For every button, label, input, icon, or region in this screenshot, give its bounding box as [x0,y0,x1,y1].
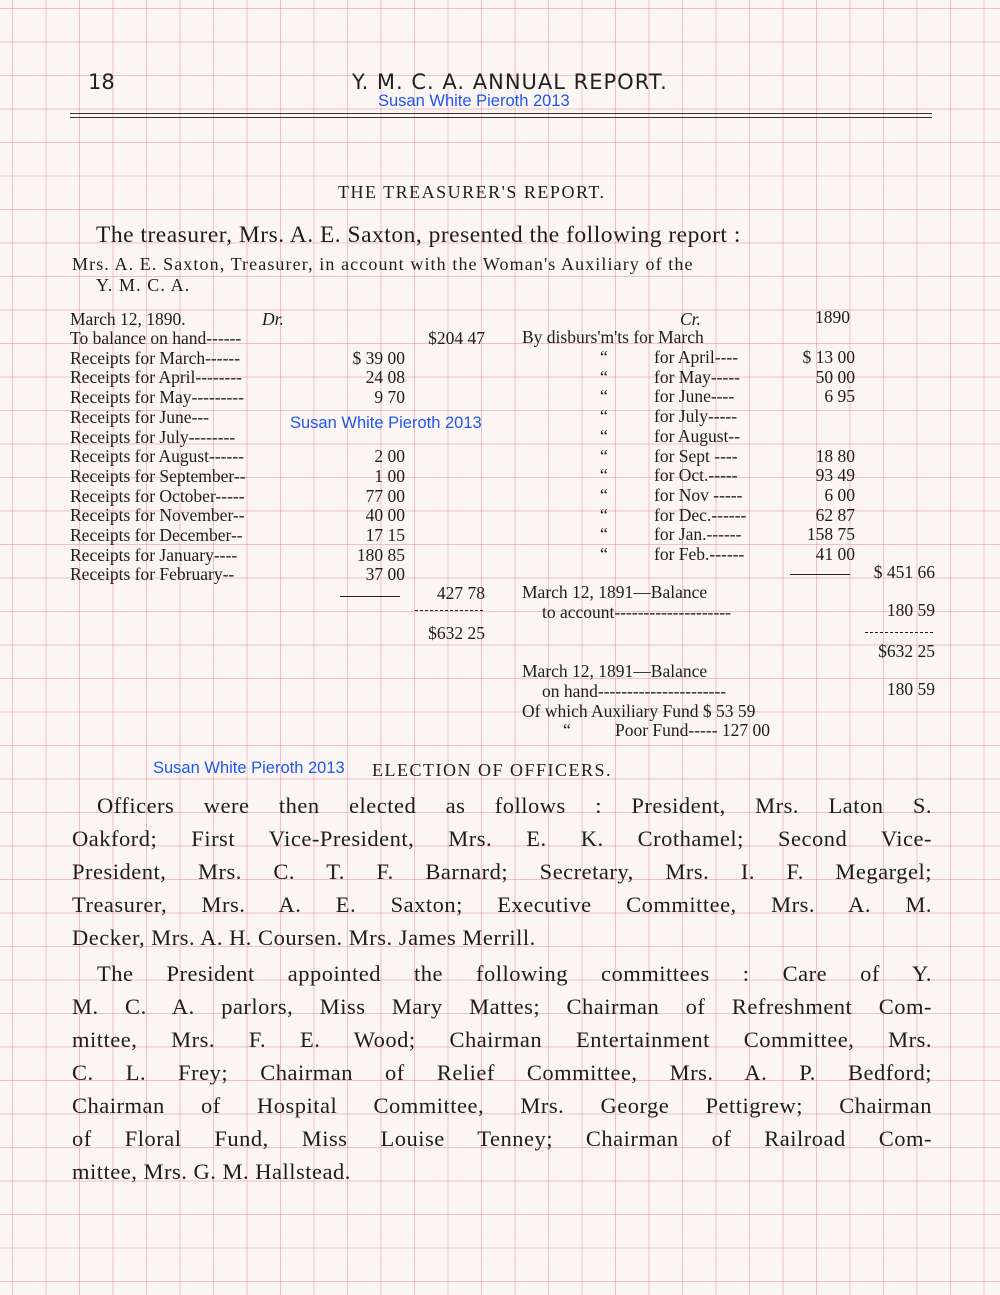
credit-row-label: for Jan.------ [654,524,742,545]
running-title: Y. M. C. A. ANNUAL REPORT. [352,70,668,94]
debit-row-label: Receipts for November-- [70,505,245,526]
credit-row-amount: 41 00 [815,544,855,564]
watermark-lower: Susan White Pieroth 2013 [153,759,345,777]
paragraph-line: Officers were then elected as follows : President, Mrs. Laton S. [97,793,932,818]
debit-row-label: Receipts for June--- [70,406,209,427]
fund-line-2: Poor Fund----- 127 00 [615,720,771,740]
debit-row-amount: 1 00 [374,465,405,486]
treasurer-intro: The treasurer, Mrs. A. E. Saxton, presented the following report : [96,222,741,248]
credit-row-ditto: “ [600,366,608,387]
credit-row-amount: $ 13 00 [802,347,855,367]
paragraph-line: Treasurer, Mrs. A. E. Saxton; Executive Committee, Mrs. A. M. [72,892,932,917]
hand-line-1: March 12, 1891—Balance [522,661,708,681]
fund-line-1: Of which Auxiliary Fund $ 53 59 [522,701,756,721]
credit-cr-label: Cr. [680,309,701,329]
paragraph-line: Chairman of Hospital Committee, Mrs. George Pettigrew; Chairman [72,1093,932,1118]
debit-row-amount: 9 70 [374,387,405,408]
credit-row-label: for Sept ---- [654,445,738,466]
debit-row-amount: 40 00 [365,505,405,526]
credit-row-ditto: “ [600,504,608,525]
paragraph-line: President, Mrs. C. T. F. Barnard; Secretary, Mrs. I. F. Megargel; [72,859,932,884]
debit-row-amount: $ 39 00 [352,347,405,368]
fund-line-2-ditto: “ [563,720,571,740]
debit-total: $632 25 [428,623,485,643]
credit-row-label: for Nov ----- [654,484,743,505]
credit-row-ditto: “ [600,425,608,446]
debit-row-amount: 2 00 [374,446,405,467]
credit-row-ditto: “ [600,406,608,427]
debit-dr-label: Dr. [262,309,284,329]
debit-row-label: Receipts for October----- [70,485,245,506]
credit-row-label: for Dec.------ [654,504,747,525]
credit-row-amount: 18 80 [815,445,855,466]
debit-row-carried: $204 47 [428,328,485,348]
credit-row-label: for August-- [654,425,741,446]
credit-row-label: for July----- [654,406,738,427]
paragraph-line: M. C. A. parlors, Miss Mary Mattes; Chairman of Refreshment Com- [72,994,932,1019]
debit-row-amount: 24 08 [365,367,405,388]
debit-row-label: Receipts for July-------- [70,426,236,447]
debit-subtotal-rule [340,596,400,597]
paragraph-line: of Floral Fund, Miss Louise Tenney; Chairman of Railroad Com- [72,1126,932,1151]
credit-row-amount: 62 87 [815,504,855,525]
paragraph-line: C. L. Frey; Chairman of Relief Committee, Mrs. A. P. Bedford; [72,1060,932,1085]
paragraph-line: mittee, Mrs. G. M. Hallstead. [72,1159,351,1184]
header-rule-2 [70,117,932,118]
credit-row-ditto: “ [600,347,608,367]
credit-final-rule [865,632,933,633]
debit-row-label: Receipts for March------ [70,347,241,368]
credit-row-label: for Feb.------ [654,544,745,564]
credit-row-ditto: “ [600,524,608,545]
credit-row-amount: 50 00 [815,366,855,387]
credit-row-label: for June---- [654,386,735,407]
treasurer-heading: THE TREASURER'S REPORT. [338,182,606,202]
balance-amount: 180 59 [886,600,935,620]
debit-row-amount: 180 85 [356,544,405,565]
debit-row-label: Receipts for February-- [70,564,235,585]
balance-line-1: March 12, 1891—Balance [522,582,708,602]
balance-line-2: to account-------------------- [542,602,731,622]
debit-row-label: Receipts for August------ [70,446,244,467]
paragraph-line: mittee, Mrs. F. E. Wood; Chairman Entertainment Committee, Mrs. [72,1027,932,1052]
debit-row-label: Receipts for September-- [70,465,246,486]
watermark-top: Susan White Pieroth 2013 [378,92,570,110]
credit-year: 1890 [815,307,850,327]
paragraph-line: Decker, Mrs. A. H. Coursen. Mrs. James Merrill. [72,925,536,950]
credit-total: $632 25 [878,641,935,661]
credit-disbursed-total: $ 451 66 [873,562,935,582]
page-number: 18 [88,70,115,94]
debit-row-label: Receipts for May--------- [70,387,244,408]
election-heading: ELECTION OF OFFICERS. [372,760,613,780]
credit-row-label: for April---- [654,347,739,367]
debit-date: March 12, 1890. [70,309,186,329]
credit-row-ditto: “ [600,544,608,564]
debit-row-amount: 77 00 [365,485,405,506]
credit-row-amount: 6 00 [824,484,855,505]
watermark-middle: Susan White Pieroth 2013 [290,414,482,432]
paragraph-line: The President appointed the following committees : Care of Y. [97,961,932,986]
account-line-2: Y. M. C. A. [96,275,191,295]
credit-row-label: for May----- [654,366,740,387]
paragraph-line: Oakford; First Vice-President, Mrs. E. K. Crothamel; Second Vice- [72,826,932,851]
credit-row-amount: 93 49 [815,465,855,486]
debit-subtotal: 427 78 [436,583,485,603]
debit-row-label: Receipts for December-- [70,525,243,545]
credit-row-amount: 6 95 [824,386,855,407]
debit-row-amount: 17 15 [365,525,405,545]
credit-row-amount: 158 75 [806,524,855,545]
debit-row-amount: 37 00 [365,564,405,585]
hand-line-2: on hand---------------------- [542,681,727,701]
credit-row-ditto: “ [600,445,608,466]
credit-row-ditto: “ [600,386,608,407]
hand-amount: 180 59 [886,679,935,699]
debit-row-label: Receipts for January---- [70,544,238,565]
credit-row-label: for Oct.----- [654,465,738,486]
debit-row-label: To balance on hand------ [70,328,242,348]
credit-first-row: By disburs'm'ts for March [522,327,704,347]
debit-total-rule [415,610,483,611]
header-rule-1 [70,113,932,114]
credit-row-ditto: “ [600,484,608,505]
account-line-1: Mrs. A. E. Saxton, Treasurer, in account with the Woman's Auxiliary of the [72,254,694,274]
credit-row-ditto: “ [600,465,608,486]
debit-row-label: Receipts for April-------- [70,367,243,388]
